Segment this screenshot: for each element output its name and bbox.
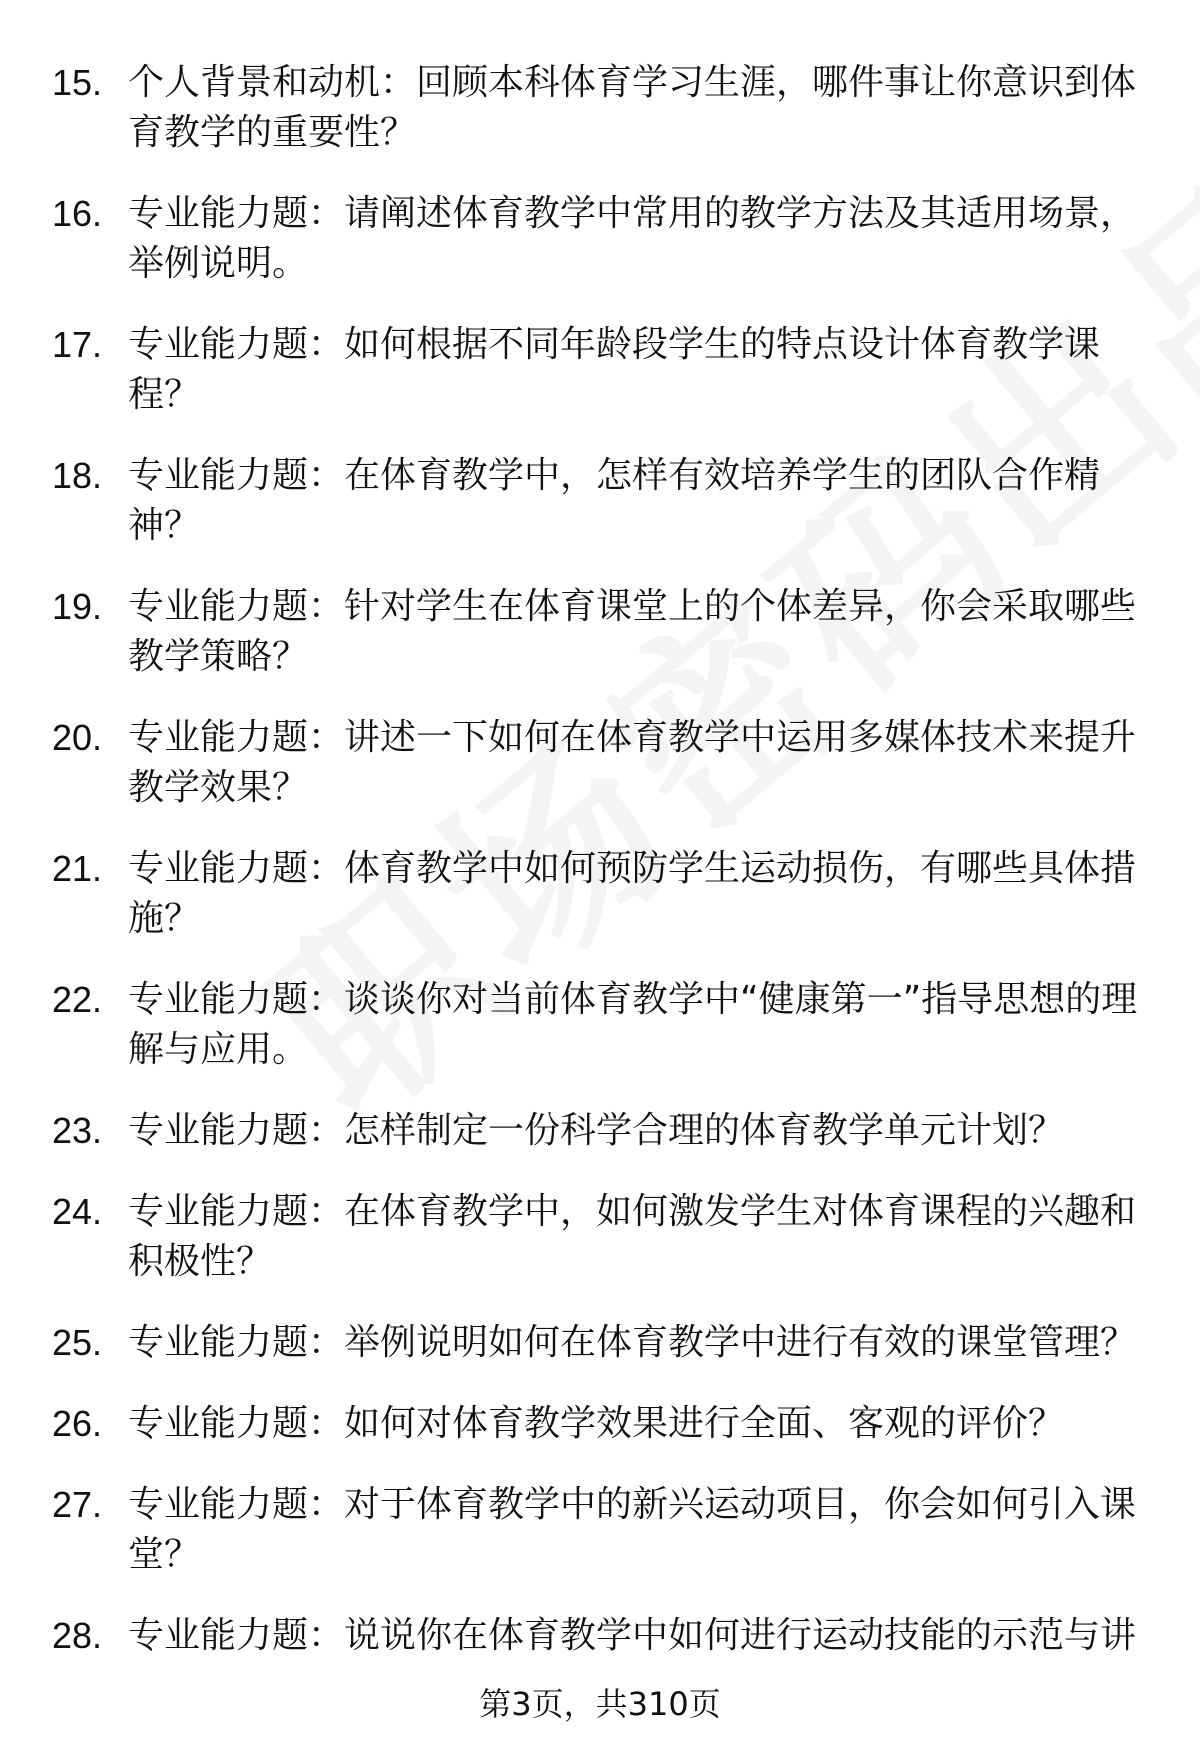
question-text: 个人背景和动机：回顾本科体育学习生涯，哪件事让你意识到体育教学的重要性？	[128, 62, 1137, 153]
question-item	[0, 975, 1200, 1075]
question-item	[0, 189, 1200, 289]
question-text: 专业能力题：如何对体育教学效果进行全面、客观的评价？	[128, 1403, 1065, 1444]
question-number: 26.	[52, 1403, 103, 1444]
question-number: 27.	[52, 1484, 103, 1525]
question-number: 20.	[52, 717, 103, 758]
question-text: 专业能力题：说说你在体育教学中如何进行运动技能的示范与讲	[128, 1615, 1137, 1656]
question-number: 15.	[52, 62, 103, 103]
question-text: 专业能力题：请阐述体育教学中常用的教学方法及其适用场景，举例说明。	[128, 193, 1137, 284]
question-number: 23.	[52, 1110, 103, 1151]
question-text: 专业能力题：谈谈你对当前体育教学中“健康第一”指导思想的理解与应用。	[128, 979, 1138, 1070]
question-number: 25.	[52, 1322, 103, 1363]
question-number: 16.	[52, 193, 103, 234]
question-item	[0, 1399, 1200, 1449]
question-item	[0, 582, 1200, 682]
question-item	[0, 58, 1200, 158]
question-number: 22.	[52, 979, 103, 1020]
question-number: 17.	[52, 324, 103, 365]
question-text: 专业能力题：讲述一下如何在体育教学中运用多媒体技术来提升教学效果？	[128, 717, 1137, 808]
question-list	[0, 58, 1200, 1692]
question-text: 专业能力题：在体育教学中，如何激发学生对体育课程的兴趣和积极性？	[128, 1191, 1137, 1282]
question-text: 专业能力题：怎样制定一份科学合理的体育教学单元计划？	[128, 1110, 1065, 1151]
question-item	[0, 1106, 1200, 1156]
question-item	[0, 713, 1200, 813]
question-text: 专业能力题：体育教学中如何预防学生运动损伤，有哪些具体措施？	[128, 848, 1137, 939]
question-number: 19.	[52, 586, 103, 627]
question-item	[0, 320, 1200, 420]
question-number: 28.	[52, 1615, 103, 1656]
question-number: 21.	[52, 848, 103, 889]
page-footer: 第3页，共310页	[479, 1685, 721, 1723]
question-text: 专业能力题：对于体育教学中的新兴运动项目，你会如何引入课堂？	[128, 1484, 1137, 1575]
question-item	[0, 844, 1200, 944]
question-item	[0, 451, 1200, 551]
question-text: 专业能力题：如何根据不同年龄段学生的特点设计体育教学课程？	[128, 324, 1101, 415]
question-item	[0, 1611, 1200, 1661]
question-item	[0, 1318, 1200, 1368]
question-item	[0, 1480, 1200, 1580]
question-text: 专业能力题：针对学生在体育课堂上的个体差异，你会采取哪些教学策略？	[128, 586, 1137, 677]
question-number: 18.	[52, 455, 103, 496]
question-number: 24.	[52, 1191, 103, 1232]
question-text: 专业能力题：举例说明如何在体育教学中进行有效的课堂管理？	[128, 1322, 1137, 1363]
question-item	[0, 1187, 1200, 1287]
question-text: 专业能力题：在体育教学中，怎样有效培养学生的团队合作精神？	[128, 455, 1101, 546]
